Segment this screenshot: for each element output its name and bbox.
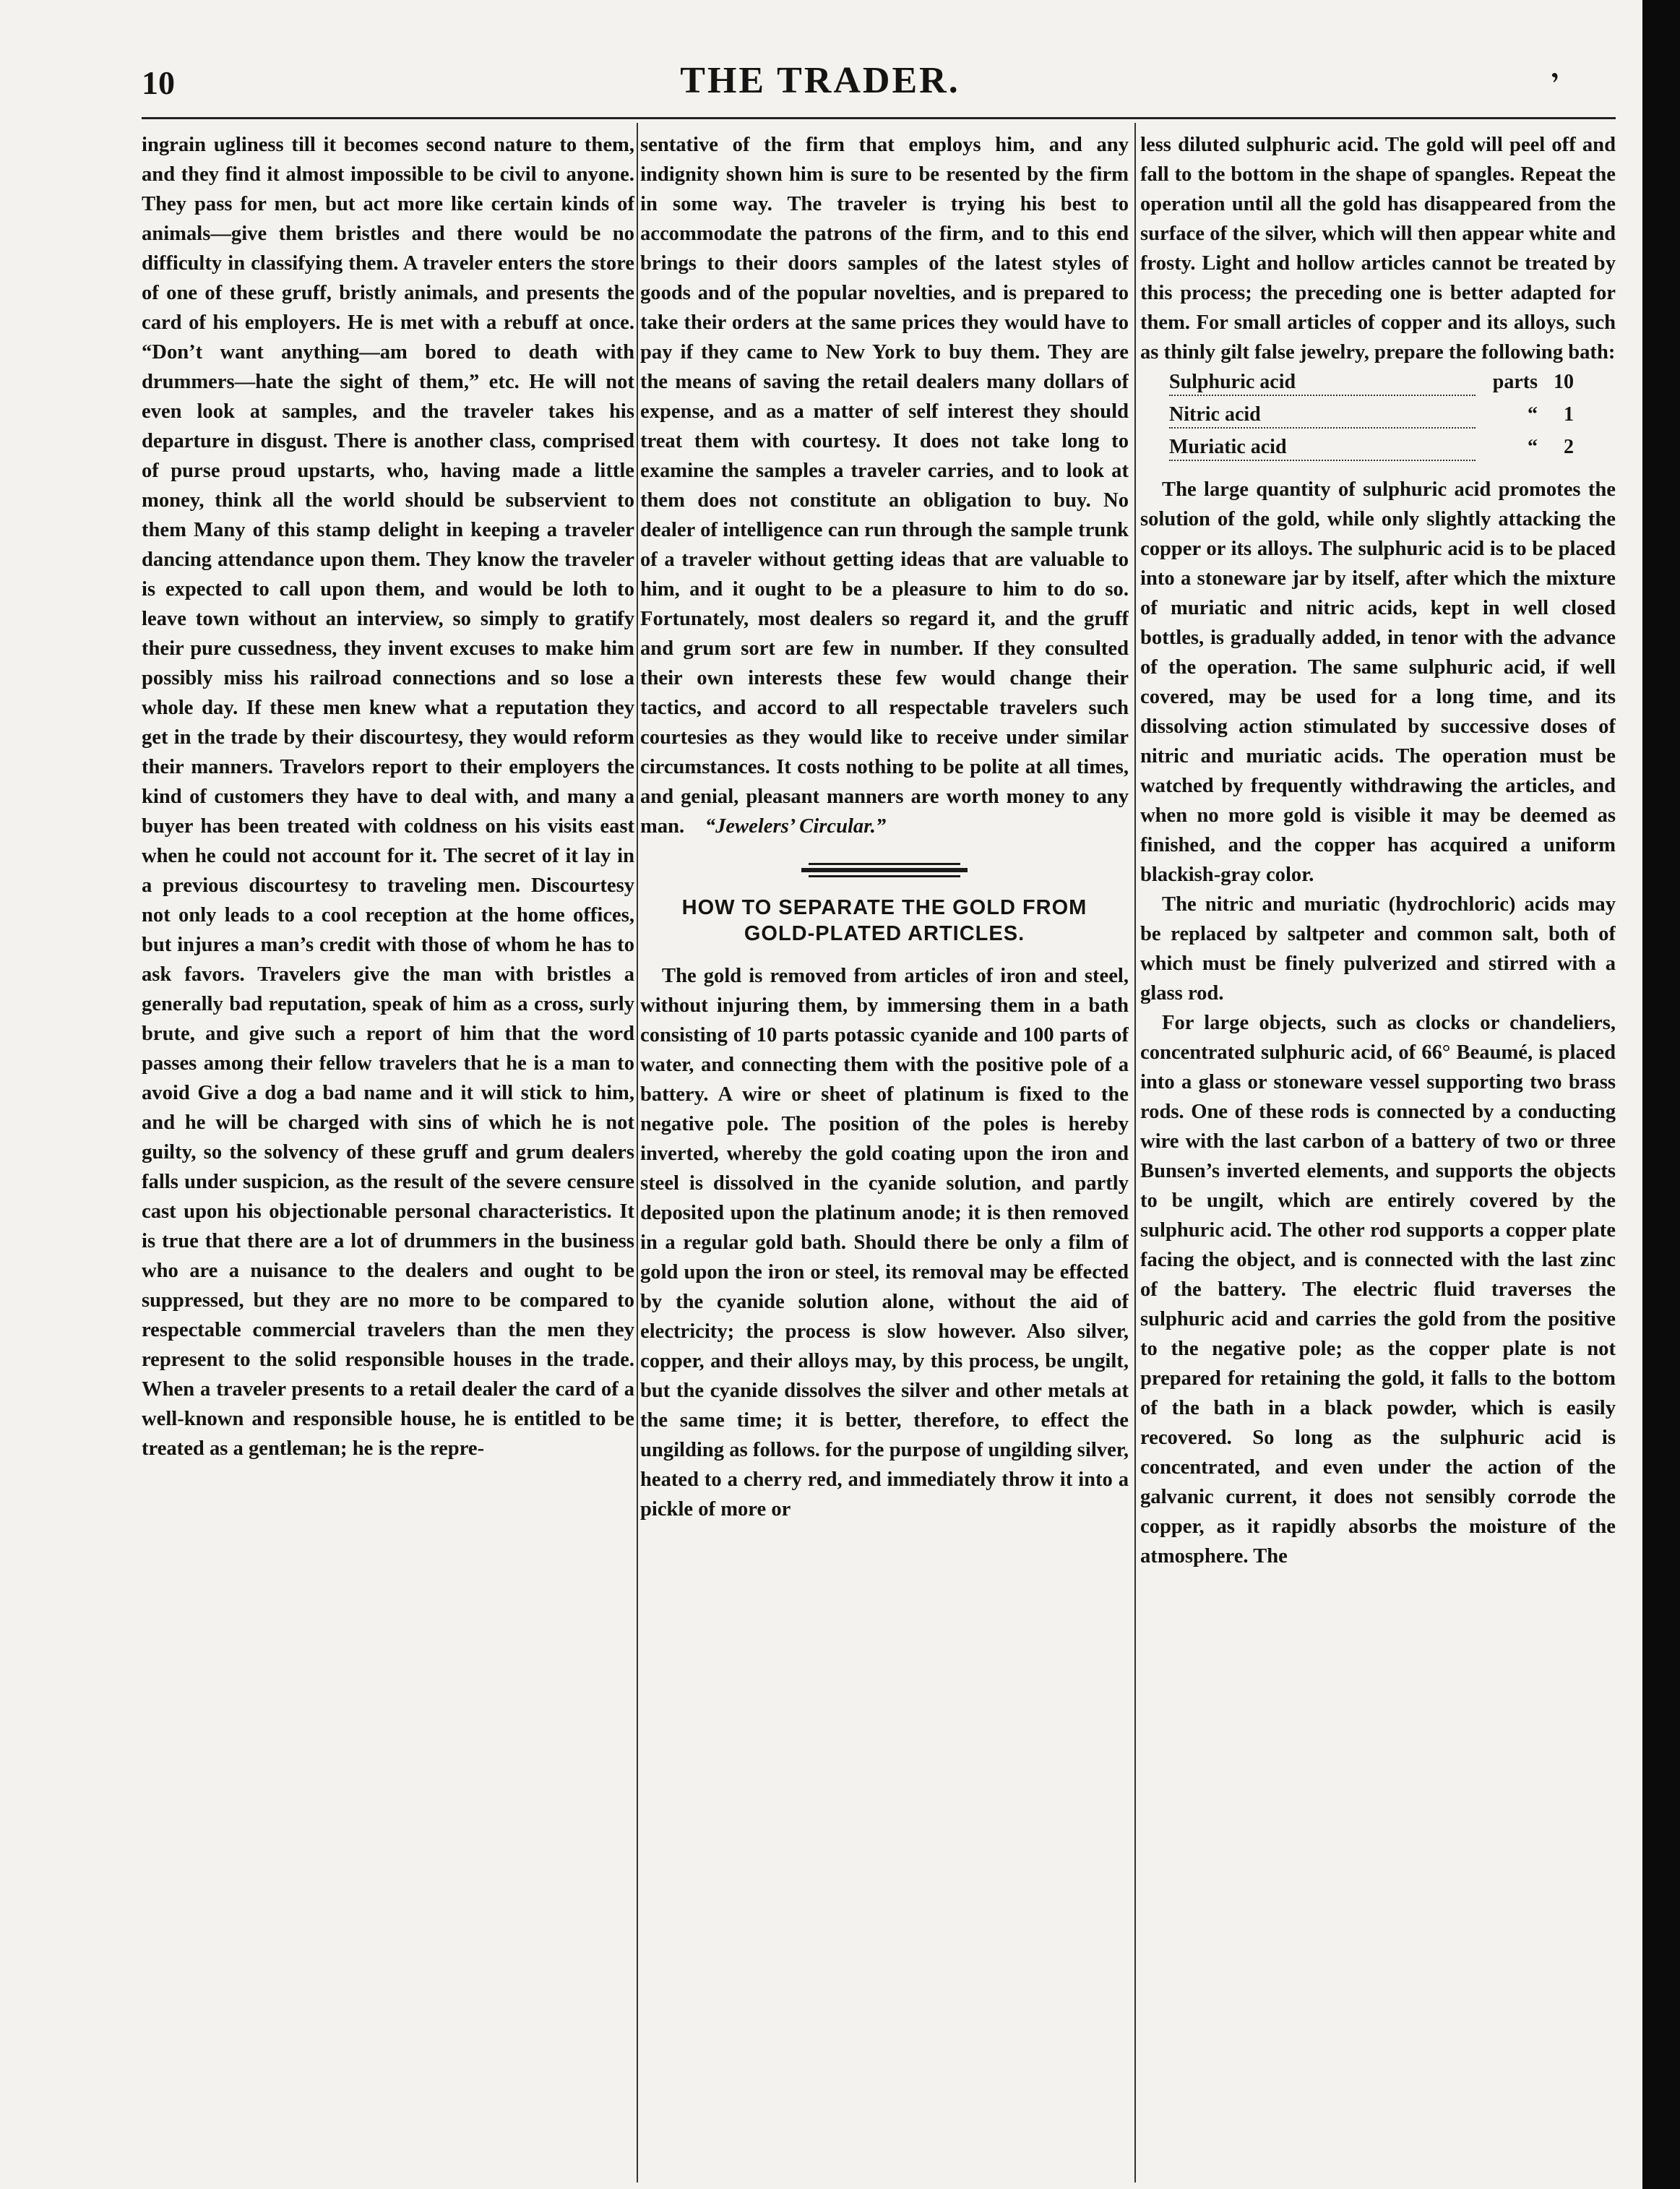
middle-column	[640, 130, 1129, 2182]
recipe-row	[1169, 403, 1574, 435]
right-paragraph-1: less diluted sulphuric acid. The gold will peel off and fall to the bottom in the shape of spangles. Repeat the operation until all the gold has disappeared from the surface of the silver, which will then appear white and frosty. Light and hollow articles cannot be treated by this process; the preceding one is better adapted for them. For small articles of copper and its alloys, such as thinly gilt false jewelry, prepare the following bath:	[1140, 134, 1616, 364]
separator-line	[809, 863, 960, 865]
page-number: 10	[142, 64, 175, 101]
left-paragraph-1: ingrain ugliness till it becomes second nature to them, and they find it almost impossible to be civil to anyone. They pass for men, but act more like certain kinds of animals—give them bristles and there would be no difficulty in classifying them. A traveler enters the store of one of these gruff, bristly animals, and presents the card of his employers. He is met with a rebuff at once. “Don’t want anything—am bored to death with drummers—hate the sight of them,” etc. He will not even look at samples, and the traveler takes his departure in disgust. There is another class, comprised of purse proud upstarts, who, having made a little money, think all the world should be subservient to them Many of this stamp delight in keeping a traveler dancing attendance upon them. They know the traveler is expected to call upon them, and would be loth to leave town without an interview, so simply to gratify their pure cussedness, they invent excuses to make him possibly miss his railroad connections and so lose a whole day. If these men knew what a reputation they get in the trade by their discourtesy, they would reform their manners. Travelors report to their employers the kind of customers they have to deal with, and many a buyer has been treated with coldness on his visits east when he could not account for it. The secret of it lay in a previous discourtesy to traveling men. Discourtesy not only leads to a cool reception at the home offices, but injures a man’s credit with those of whom he has to ask favors. Travelers give the man with bristles a generally bad reputation, speak of him as a cross, surly brute, and give such a report of him that the word passes among their fellow travelers that he is a man to avoid Give a dog a bad name and it will stick to him, and he will be charged with sins of which he is not guilty, so the solvency of these gruff and grum dealers falls under suspicion, as the result of the severe censure cast upon his objectionable personal characteristics. It is true that there are a lot of drummers in the business who are a nuisance to the dealers and ought to be suppressed, but they are no more to be compared to respectable commercial travelers than the men they represent to the solid responsible houses in the trade. When a traveler presents to a retail dealer the card of a well-known and responsible house, he is entitled to be treated as a gentleman; he is the repre-	[142, 134, 634, 1460]
column-divider-2	[1134, 123, 1136, 2182]
attribution: “Jewelers’ Circular.”	[705, 815, 887, 838]
recipe-row	[1169, 370, 1574, 403]
right-paragraph-3: The nitric and muriatic (hydrochloric) acids may be replaced by saltpeter and common salt, both of which must be finely pulverized and stirred with a glass rod.	[1140, 893, 1616, 1005]
recipe-ingredient: Sulphuric acid	[1169, 371, 1300, 393]
header-rule	[142, 117, 1616, 119]
right-paragraph-2: The large quantity of sulphuric acid promotes the solution of the gold, while only slightly attacking the copper or its alloys. The sulphuric acid is to be placed into a stoneware jar by itself, after which the mixture of muriatic and nitric acids, kept in well closed bottles, is gradually added, in tenor with the advance of the operation. The same sulphuric acid, if well covered, may be used for a long time, and its dissolving action stimulated by successive doses of nitric and muriatic acids. The operation must be watched by frequently withdrawing the articles, and when no more gold is visible it may be deemed as finished, and the copper has acquired a uniform blackish-gray color.	[1140, 478, 1616, 886]
corner-mark: ’	[1546, 65, 1567, 99]
recipe-unit: parts	[1492, 371, 1538, 393]
article-heading: HOW TO SEPARATE THE GOLD FROM GOLD-PLATED ARTICLES.	[681, 896, 1087, 945]
page-title: THE TRADER.	[680, 60, 960, 101]
left-column	[142, 130, 634, 2182]
column-divider-1	[637, 123, 638, 2182]
middle-paragraph-1	[640, 130, 1129, 841]
middle-paragraph-1-text: sentative of the firm that employs him, and any indignity shown him is sure to be resented by the firm in some way. The traveler is trying his best to accommodate the patrons of the firm, and to this end brings to their doors samples of the latest styles of goods and of the popular novelties, and is prepared to take their orders at the same prices they would have to pay if they came to New York to buy them. They are the means of saving the retail dealers many dollars of expense, and as a matter of self interest they should treat them with courtesy. It does not take long to examine the samples a traveler carries, and to look at them does not constitute an obligation to buy. No dealer of intelligence can run through the sample trunk of a traveler without getting ideas that are valuable to him, and it ought to be a pleasure to him to do so. Fortunately, most dealers so regard it, and the gruff and grum sort are few in number. If they consulted their own interests these few would change their tactics, and accord to all respectable travelers such courtesies as they would like to receive under similar circumstances. It costs nothing to be polite at all times, and genial, pleasant manners are worth money to any man.	[640, 134, 1129, 838]
recipe-ingredient: Nitric acid	[1169, 403, 1265, 426]
middle-paragraph-2: The gold is removed from articles of iron and steel, without injuring them, by immersing them in a bath consisting of 10 parts potassic cyanide and 100 parts of water, and connecting them with the positive pole of a battery. A wire or sheet of platinum is fixed to the negative pole. The position of the poles is hereby inverted, whereby the gold coating upon the iron and steel is dissolved in the cyanide solution, and partly deposited upon the platinum anode; it is then removed in a regular gold bath. Should there be only a film of gold upon the iron or steel, its removal may be effected by the cyanide solution alone, without the aid of electricity; the process is slow however. Also silver, copper, and their alloys may, by this process, be ungilt, but the cyanide dissolves the silver and other metals at the same time; it is better, therefore, to effect the ungilding as follows. for the purpose of ungilding silver, heated to a cherry red, and immediately throw it into a pickle of more or	[640, 965, 1129, 1521]
separator-line	[801, 868, 968, 872]
separator-line	[809, 875, 960, 877]
recipe-table	[1169, 370, 1574, 468]
recipe-quantity: 2	[1564, 436, 1574, 458]
scan-edge	[1642, 0, 1680, 2189]
recipe-quantity: 10	[1554, 371, 1574, 393]
recipe-ingredient: Muriatic acid	[1169, 436, 1291, 458]
right-column	[1140, 130, 1616, 2182]
recipe-quantity: 1	[1564, 403, 1574, 426]
recipe-unit: “	[1528, 403, 1538, 426]
recipe-row	[1169, 435, 1574, 468]
section-separator	[640, 861, 1129, 879]
recipe-unit: “	[1528, 436, 1538, 458]
right-paragraph-4: For large objects, such as clocks or chandeliers, concentrated sulphuric acid, of 66° Beaumé, is placed into a glass or stoneware vessel supporting two brass rods. One of these rods is connected by a conducting wire with the last carbon of a battery of two or three Bunsen’s inverted elements, and supports the objects to be ungilt, which are entirely covered by the sulphuric acid. The other rod supports a copper plate facing the object, and is connected with the last zinc of the battery. The electric fluid traverses the sulphuric acid and carries the gold from the positive to the negative pole; as the copper plate is not prepared for retaining the gold, it falls to the bottom of the bath in a black powder, which is easily recovered. So long as the sulphuric acid is concentrated, and even under the action of the galvanic current, it does not sensibly corrode the copper, as it rapidly absorbs the moisture of the atmosphere. The	[1140, 1012, 1616, 1567]
